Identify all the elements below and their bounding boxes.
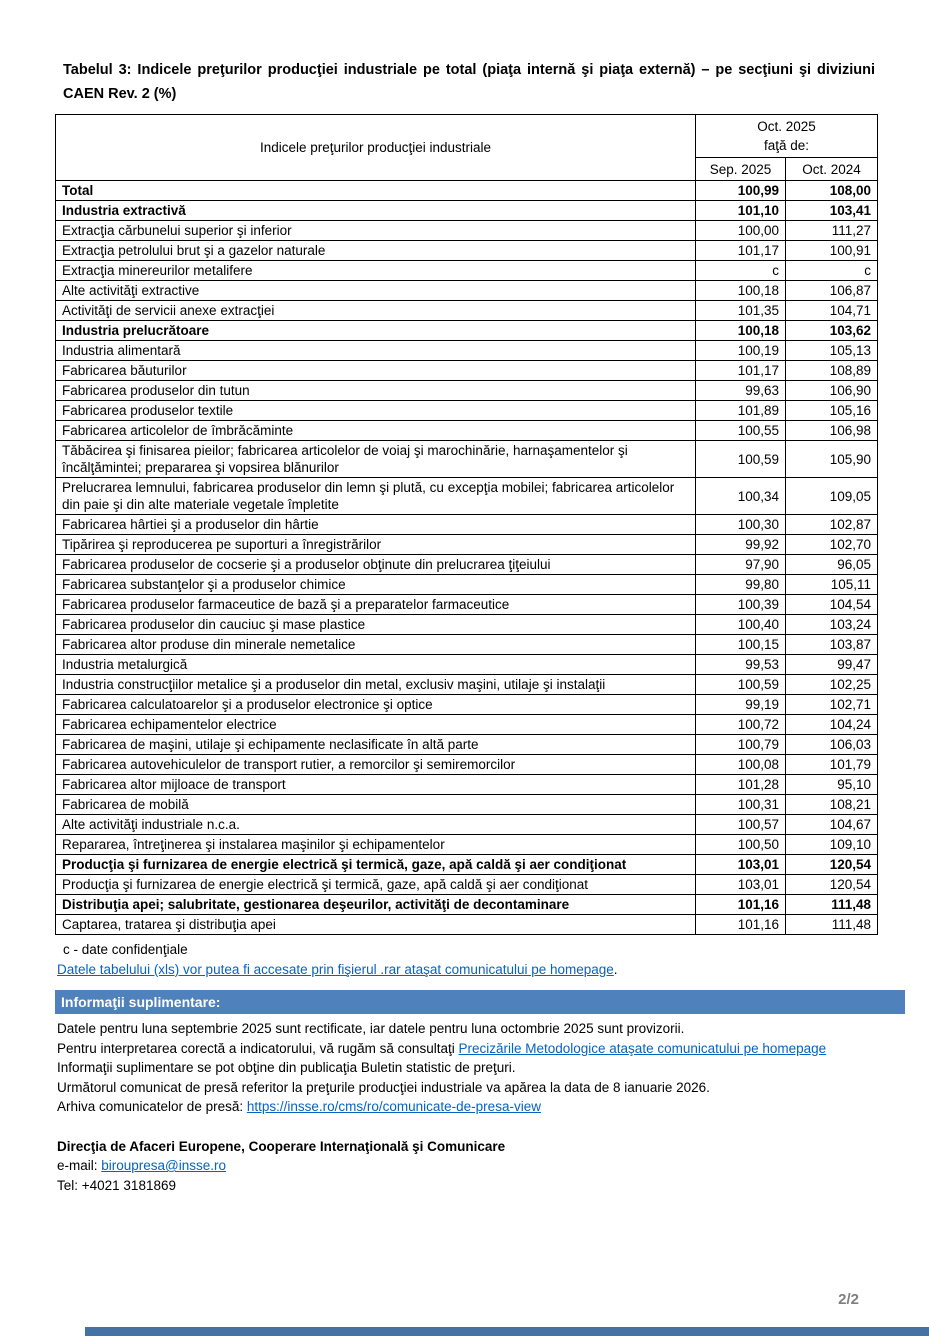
table-header-col-sep2025: Sep. 2025: [696, 158, 786, 181]
row-value-sep2025: 100,30: [696, 515, 786, 535]
table-header-label: Indicele preţurilor producţiei industriale: [56, 115, 696, 181]
row-value-sep2025: 99,92: [696, 535, 786, 555]
row-value-oct2024: 104,71: [786, 301, 878, 321]
row-value-oct2024: 111,48: [786, 895, 878, 915]
row-label: Extracţia petrolului brut şi a gazelor naturale: [56, 241, 696, 261]
row-value-oct2024: 108,89: [786, 361, 878, 381]
confidential-note: c - date confidenţiale: [63, 942, 188, 957]
row-value-oct2024: 105,11: [786, 575, 878, 595]
row-value-sep2025: 100,79: [696, 735, 786, 755]
email-link[interactable]: biroupresa@insse.ro: [101, 1158, 227, 1173]
row-label: Tăbăcirea şi finisarea pieilor; fabricarea articolelor de voiaj şi marochinărie, harnaşamentelor şi încălţămintei; prepararea şi vopsirea blănurilor: [56, 441, 696, 478]
row-label: Fabricarea substanţelor şi a produselor chimice: [56, 575, 696, 595]
row-label: Fabricarea altor mijloace de transport: [56, 775, 696, 795]
row-label: Fabricarea altor produse din minerale nemetalice: [56, 635, 696, 655]
row-value-sep2025: 101,16: [696, 915, 786, 935]
contact-block: [57, 1137, 929, 1196]
row-value-sep2025: 100,59: [696, 675, 786, 695]
row-label: Fabricarea autovehiculelor de transport rutier, a remorcilor şi semiremorcilor: [56, 755, 696, 775]
table-row: [56, 361, 878, 381]
row-label: Industria alimentară: [56, 341, 696, 361]
row-value-oct2024: 102,87: [786, 515, 878, 535]
row-value-oct2024: 106,03: [786, 735, 878, 755]
row-value-oct2024: 103,24: [786, 615, 878, 635]
row-value-oct2024: 105,13: [786, 341, 878, 361]
row-label: Fabricarea calculatoarelor şi a produselor electronice şi optice: [56, 695, 696, 715]
row-value-sep2025: 100,57: [696, 815, 786, 835]
row-label: Repararea, întreţinerea şi instalarea maşinilor şi echipamentelor: [56, 835, 696, 855]
xls-note-line: [57, 961, 929, 979]
page-number: 2/2: [838, 1291, 859, 1308]
row-value-sep2025: 99,53: [696, 655, 786, 675]
row-value-oct2024: 108,00: [786, 181, 878, 201]
row-label: Captarea, tratarea şi distribuţia apei: [56, 915, 696, 935]
methodology-text: Pentru interpretarea corectă a indicatorului, vă rugăm să consultaţi: [57, 1040, 459, 1056]
info-section-body: [57, 1019, 905, 1117]
table-row: [56, 381, 878, 401]
table-row: [56, 855, 878, 875]
row-label: Fabricarea hârtiei şi a produselor din hârtie: [56, 515, 696, 535]
footer-accent-bar: [85, 1327, 929, 1336]
press-archive-link[interactable]: https://insse.ro/cms/ro/comunicate-de-presa-view: [246, 1099, 541, 1114]
row-value-sep2025: 100,72: [696, 715, 786, 735]
table-row: [56, 795, 878, 815]
row-value-sep2025: 100,50: [696, 835, 786, 855]
table-row: [56, 815, 878, 835]
row-value-oct2024: 101,79: [786, 755, 878, 775]
table-row: [56, 875, 878, 895]
table-row: [56, 535, 878, 555]
row-label: Fabricarea echipamentelor electrice: [56, 715, 696, 735]
table-row: [56, 421, 878, 441]
table-row: [56, 635, 878, 655]
row-value-sep2025: 99,19: [696, 695, 786, 715]
table-header-col-oct2024: Oct. 2024: [786, 158, 878, 181]
table-row: [56, 595, 878, 615]
info-paragraph-rectified: Datele pentru luna septembrie 2025 sunt rectificate, iar datele pentru luna octombrie 2025 sunt provizorii.: [57, 1021, 685, 1036]
row-label: Industria construcţiilor metalice şi a produselor din metal, exclusiv maşini, utilaje şi instalaţii: [56, 675, 696, 695]
department-name: Direcţia de Afaceri Europene, Cooperare Internaţională şi Comunicare: [57, 1138, 506, 1154]
info-paragraph-methodology: [57, 1039, 905, 1059]
table-row: [56, 261, 878, 281]
row-label: Fabricarea articolelor de îmbrăcăminte: [56, 421, 696, 441]
row-value-sep2025: 100,59: [696, 441, 786, 478]
row-value-oct2024: 120,54: [786, 855, 878, 875]
table-row: [56, 221, 878, 241]
table-row: [56, 401, 878, 421]
row-label: Fabricarea de mobilă: [56, 795, 696, 815]
row-value-sep2025: 100,34: [696, 478, 786, 515]
row-label: Tipărirea şi reproducerea pe suporturi a înregistrărilor: [56, 535, 696, 555]
row-value-sep2025: 97,90: [696, 555, 786, 575]
row-label: Fabricarea produselor textile: [56, 401, 696, 421]
table-row: [56, 341, 878, 361]
row-value-oct2024: 103,62: [786, 321, 878, 341]
table-row: [56, 835, 878, 855]
table-row: [56, 201, 878, 221]
row-value-oct2024: c: [786, 261, 878, 281]
row-value-oct2024: 108,21: [786, 795, 878, 815]
row-value-sep2025: 103,01: [696, 855, 786, 875]
row-value-sep2025: 101,10: [696, 201, 786, 221]
archive-line: [57, 1097, 905, 1117]
xls-note-suffix: .: [613, 962, 618, 977]
row-value-oct2024: 96,05: [786, 555, 878, 575]
row-label: Activităţi de servicii anexe extracţiei: [56, 301, 696, 321]
row-value-sep2025: 100,19: [696, 341, 786, 361]
table-row: [56, 321, 878, 341]
table-row: [56, 575, 878, 595]
row-label: Prelucrarea lemnului, fabricarea produselor din lemn şi plută, cu excepţia mobilei; fabricarea articolelor din paie şi din alte materiale vegetale împletite: [56, 478, 696, 515]
period-group-line2: faţă de:: [763, 138, 810, 153]
row-label: Industria prelucrătoare: [56, 321, 696, 341]
row-value-oct2024: 105,90: [786, 441, 878, 478]
table-row: [56, 895, 878, 915]
row-label: Alte activităţi industriale n.c.a.: [56, 815, 696, 835]
row-value-oct2024: 102,71: [786, 695, 878, 715]
table-body: [56, 181, 878, 935]
table-row: [56, 715, 878, 735]
table-row: [56, 695, 878, 715]
row-label: Distribuţia apei; salubritate, gestionarea deşeurilor, activităţi de decontaminare: [56, 895, 696, 915]
row-label: Producţia şi furnizarea de energie electrică şi termică, gaze, apă caldă şi aer condiţionat: [56, 855, 696, 875]
xls-data-link[interactable]: Datele tabelului (xls) vor putea fi accesate prin fişierul .rar ataşat comunicatului pe homepage: [57, 962, 614, 977]
row-value-oct2024: 104,54: [786, 595, 878, 615]
row-value-sep2025: 100,18: [696, 321, 786, 341]
row-value-oct2024: 109,10: [786, 835, 878, 855]
info-paragraph-bulletin: Informaţii suplimentare se pot obţine din publicaţia Buletin statistic de preţuri.: [57, 1060, 516, 1075]
row-value-oct2024: 111,27: [786, 221, 878, 241]
row-value-oct2024: 100,91: [786, 241, 878, 261]
row-label: Producţia şi furnizarea de energie electrică şi termică, gaze, apă caldă şi aer condiţionat: [56, 875, 696, 895]
row-label: Total: [56, 181, 696, 201]
row-value-oct2024: 103,87: [786, 635, 878, 655]
row-value-sep2025: 101,35: [696, 301, 786, 321]
archive-label: Arhiva comunicatelor de presă:: [57, 1099, 247, 1114]
row-value-oct2024: 105,16: [786, 401, 878, 421]
row-value-sep2025: 100,08: [696, 755, 786, 775]
table-row: [56, 675, 878, 695]
row-value-oct2024: 103,41: [786, 201, 878, 221]
row-value-sep2025: 100,18: [696, 281, 786, 301]
table-row: [56, 441, 878, 478]
row-value-sep2025: 100,55: [696, 421, 786, 441]
row-value-sep2025: 99,63: [696, 381, 786, 401]
row-label: Fabricarea de maşini, utilaje şi echipamente neclasificate în altă parte: [56, 735, 696, 755]
row-value-sep2025: 100,15: [696, 635, 786, 655]
table-row: [56, 655, 878, 675]
row-value-sep2025: 101,16: [696, 895, 786, 915]
row-value-oct2024: 95,10: [786, 775, 878, 795]
row-value-sep2025: 100,99: [696, 181, 786, 201]
row-label: Industria metalurgică: [56, 655, 696, 675]
row-value-oct2024: 106,98: [786, 421, 878, 441]
row-label: Alte activităţi extractive: [56, 281, 696, 301]
row-value-sep2025: 101,17: [696, 241, 786, 261]
row-value-sep2025: 100,39: [696, 595, 786, 615]
email-line: [57, 1156, 929, 1176]
table-row: [56, 915, 878, 935]
info-paragraph-next-release: Următorul comunicat de presă referitor la preţurile producţiei industriale va apărea la data de 8 ianuarie 2026.: [57, 1079, 710, 1095]
table-row: [56, 301, 878, 321]
table-row: [56, 775, 878, 795]
table-row: [56, 181, 878, 201]
row-value-oct2024: 120,54: [786, 875, 878, 895]
row-label: Fabricarea produselor din cauciuc şi mase plastice: [56, 615, 696, 635]
row-value-oct2024: 106,90: [786, 381, 878, 401]
row-value-sep2025: 103,01: [696, 875, 786, 895]
table-row: [56, 735, 878, 755]
row-value-sep2025: 100,40: [696, 615, 786, 635]
row-label: Fabricarea produselor farmaceutice de bază şi a preparatelor farmaceutice: [56, 595, 696, 615]
page-title: Tabelul 3: Indicele preţurilor producţiei industriale pe total (piaţa internă şi piaţa externă) – pe secţiuni şi diviziuni CAEN Rev. 2 (%): [63, 62, 875, 102]
row-label: Fabricarea produselor de cocserie şi a produselor obţinute din prelucrarea ţiţeiului: [56, 555, 696, 575]
row-value-oct2024: 102,25: [786, 675, 878, 695]
info-section-header: Informaţii suplimentare:: [55, 990, 905, 1014]
row-value-oct2024: 106,87: [786, 281, 878, 301]
table-row: [56, 615, 878, 635]
row-value-sep2025: 99,80: [696, 575, 786, 595]
row-value-sep2025: 101,28: [696, 775, 786, 795]
row-value-oct2024: 104,24: [786, 715, 878, 735]
table-row: [56, 755, 878, 775]
table-row: [56, 281, 878, 301]
row-label: Extracţia cărbunelui superior şi inferior: [56, 221, 696, 241]
row-value-oct2024: 109,05: [786, 478, 878, 515]
table-row: [56, 555, 878, 575]
table-row: [56, 515, 878, 535]
row-value-sep2025: c: [696, 261, 786, 281]
table-header-group-row: [56, 115, 878, 158]
row-label: Fabricarea băuturilor: [56, 361, 696, 381]
row-label: Fabricarea produselor din tutun: [56, 381, 696, 401]
phone-line: Tel: +4021 3181869: [57, 1177, 176, 1193]
email-label: e-mail:: [57, 1158, 102, 1173]
row-value-oct2024: 111,48: [786, 915, 878, 935]
row-value-sep2025: 100,00: [696, 221, 786, 241]
row-value-sep2025: 101,89: [696, 401, 786, 421]
row-label: Industria extractivă: [56, 201, 696, 221]
row-value-sep2025: 100,31: [696, 795, 786, 815]
price-index-table: [55, 114, 878, 935]
row-label: Extracţia minereurilor metalifere: [56, 261, 696, 281]
row-value-oct2024: 104,67: [786, 815, 878, 835]
table-row: [56, 241, 878, 261]
row-value-oct2024: 102,70: [786, 535, 878, 555]
methodology-link[interactable]: Precizările Metodologice ataşate comunicatului pe homepage: [458, 1040, 827, 1056]
table-header-period-group: [696, 115, 878, 158]
period-group-line1: Oct. 2025: [757, 119, 816, 134]
row-value-sep2025: 101,17: [696, 361, 786, 381]
table-row: [56, 478, 878, 515]
row-value-oct2024: 99,47: [786, 655, 878, 675]
